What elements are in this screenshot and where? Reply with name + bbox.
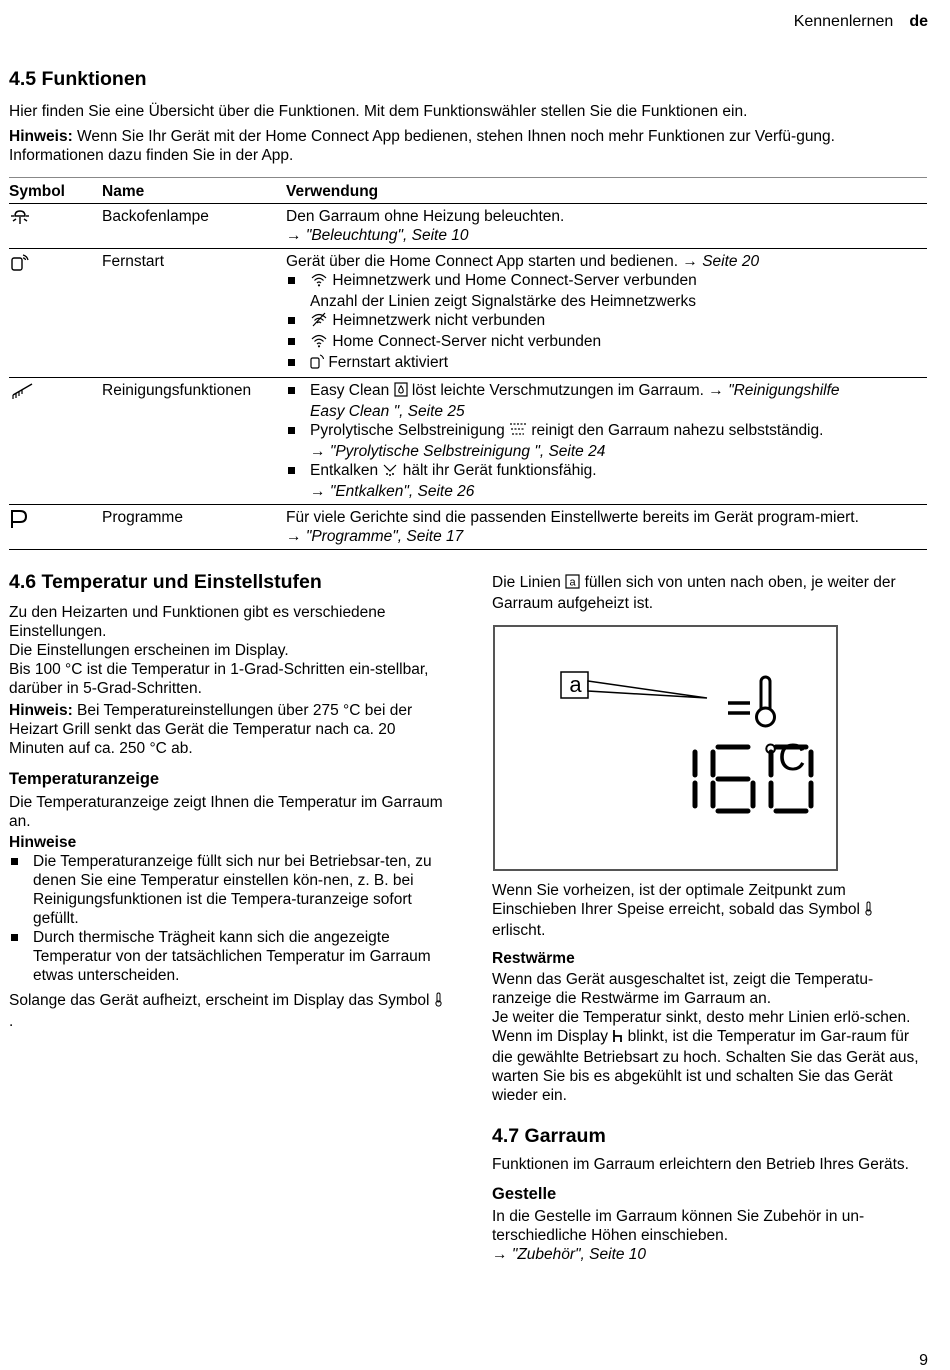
thermometer-icon — [434, 992, 443, 1012]
cross-reference-link[interactable]: → Seite 20 — [682, 253, 759, 270]
cross-reference-link[interactable]: → "Beleuchtung", Seite 10 — [286, 226, 927, 245]
wifi-icon — [310, 272, 328, 292]
list-item-note: Anzahl der Linien zeigt Signalstärke des Heimnetzwerks — [310, 293, 696, 310]
left-column — [9, 573, 445, 1031]
paragraph: In die Gestelle im Garraum können Sie Zubehör in un-terschiedliche Höhen einschieben. — [492, 1208, 865, 1244]
cleaning-list — [286, 381, 927, 501]
subsection-title: Gestelle — [492, 1185, 557, 1203]
row-name: Programme — [102, 509, 183, 526]
paragraph: Die Temperaturanzeige zeigt Ihnen die Temperatur im Garraum an. — [9, 794, 443, 830]
cleaning-icon — [9, 381, 102, 501]
list-item: Fernstart aktiviert — [286, 353, 927, 374]
table-row — [9, 203, 927, 248]
functions-table — [9, 177, 927, 550]
table-header-row — [9, 177, 927, 203]
descaling-icon — [382, 462, 398, 482]
col-usage: Verwendung — [286, 183, 379, 200]
cross-reference-link[interactable]: → "Entkalken", Seite 26 — [310, 483, 474, 500]
header-lang: de — [909, 13, 928, 30]
cross-reference-link[interactable]: → "Reinigungshilfe — [708, 382, 839, 399]
table-row — [9, 248, 927, 377]
paragraph: Funktionen im Garraum erleichtern den Betrieb Ihres Geräts. — [492, 1156, 909, 1173]
intro-paragraph: Hier finden Sie eine Übersicht über die Funktionen. Mit dem Funktionswähler stellen Sie die Funktionen ein. — [9, 103, 748, 120]
list-item: Die Temperaturanzeige füllt sich nur bei Betriebsar-ten, zu denen Sie eine Temperatur einstellen kön-nen, z. B. bei Reinigungsfunktionen ist die Tempera-turanzeige sofort gefüllt. — [9, 852, 445, 928]
page-number: 9 — [919, 1352, 928, 1369]
section-title-4-6: 4.6 Temperatur und Einstellstufen — [9, 571, 322, 593]
svg-text:a: a — [569, 576, 576, 589]
paragraph: Wenn Sie vorheizen, ist der optimale Zeitpunkt zum Einschieben Ihrer Speise erreicht, sobald das Symbol erlischt. — [492, 881, 928, 940]
remote-start-icon — [9, 252, 102, 374]
row-name: Fernstart — [102, 253, 165, 270]
paragraph: Die Einstellungen erscheinen im Display. — [9, 642, 289, 659]
hints-title: Hinweise — [9, 834, 77, 851]
thermometer-icon — [864, 901, 873, 921]
cross-reference-link[interactable]: → "Pyrolytische Selbstreinigung ", Seite 24 — [310, 443, 605, 460]
wifi-server-icon — [310, 333, 328, 353]
cross-reference-link[interactable]: → "Programme", Seite 17 — [286, 527, 927, 546]
cross-reference-cont[interactable]: Easy Clean ", Seite 25 — [310, 403, 465, 420]
paragraph: Die Linien a füllen sich von unten nach oben, je weiter der Garraum aufgeheizt ist. — [492, 574, 896, 612]
wifi-disconnected-icon — [310, 312, 328, 332]
hint-paragraph — [9, 127, 909, 165]
easy-clean-icon — [394, 382, 408, 402]
list-item: Heimnetzwerk und Home Connect-Server verbunden Anzahl der Linien zeigt Signalstärke des Heimnetzwerks — [286, 271, 927, 311]
table-row — [9, 377, 927, 504]
subsection-title: Temperaturanzeige — [9, 770, 160, 788]
hint-text: Wenn Sie Ihr Gerät mit der Home Connect App bedienen, stehen Ihnen noch mehr Funktionen zur Verfü-gung. Informationen dazu finden Sie in der App. — [9, 128, 835, 164]
col-symbol: Symbol — [9, 183, 65, 200]
temperature-display-illustration — [493, 625, 838, 871]
pyrolysis-icon — [509, 422, 527, 442]
col-name: Name — [102, 183, 145, 200]
row-text: Den Garraum ohne Heizung beleuchten. — [286, 208, 565, 225]
programs-icon — [9, 508, 102, 546]
status-list — [286, 271, 927, 374]
paragraph: Wenn das Gerät ausgeschaltet ist, zeigt die Temperatu-ranzeige die Restwärme im Garraum an. — [492, 971, 874, 1007]
cross-reference-link[interactable]: → "Zubehör", Seite 10 — [492, 1245, 928, 1264]
list-item: Home Connect-Server nicht verbunden — [286, 332, 927, 353]
list-item: Heimnetzwerk nicht verbunden — [286, 311, 927, 332]
thermometer-icon — [757, 677, 775, 726]
row-text: Für viele Gerichte sind die passenden Einstellwerte bereits im Gerät program-miert. — [286, 509, 859, 526]
paragraph: Zu den Heizarten und Funktionen gibt es verschiedene Einstellungen. — [9, 604, 386, 640]
header-section: Kennenlernen — [793, 13, 894, 30]
list-item: Entkalken hält ihr Gerät funktionsfähig. → "Entkalken", Seite 26 — [286, 461, 927, 501]
row-name: Backofenlampe — [102, 208, 209, 225]
display-label-a: a — [569, 672, 582, 697]
hint-label: Hinweis: — [9, 128, 73, 145]
hint-paragraph: Hinweis: Bei Temperatureinstellungen über 275 °C bei der Heizart Grill senkt das Gerät die Temperatur nach ca. 20 Minuten auf ca. 250 °C ab. — [9, 702, 413, 757]
paragraph: Je weiter die Temperatur sinkt, desto mehr Linien erlö-schen. — [492, 1009, 911, 1026]
table-row — [9, 504, 927, 550]
subsection-title: Restwärme — [492, 950, 575, 967]
section-title-4-5: 4.5 Funktionen — [9, 68, 147, 90]
list-item: Easy Clean löst leichte Verschmutzungen im Garraum. → "Reinigungshilfe Easy Clean ", Seite 25 — [286, 381, 927, 421]
running-header — [794, 12, 928, 31]
paragraph: Wenn im Display blinkt, ist die Temperatur im Gar-raum für die gewählte Betriebsart zu hoch. Schalten Sie das Gerät aus, warten Sie bis es abgekühlt ist und schalten Sie das Gerät wieder ein. — [492, 1028, 919, 1104]
list-item: Pyrolytische Selbstreinigung reinigt den Garraum nahezu selbstständig. → "Pyrolytische Selbstreinigung ", Seite 24 — [286, 421, 927, 461]
right-column — [492, 881, 928, 1264]
remote-start-icon — [310, 354, 324, 374]
list-item: Durch thermische Trägheit kann sich die angezeigte Temperatur von der tatsächlichen Temperatur im Garraum etwas unterscheiden. — [9, 928, 445, 985]
paragraph: Solange das Gerät aufheizt, erscheint im Display das Symbol . — [9, 991, 445, 1031]
row-name: Reinigungsfunktionen — [102, 382, 252, 399]
lines-a-icon — [565, 574, 580, 594]
display-unit: °C — [763, 737, 806, 779]
oven-lamp-icon — [9, 207, 102, 245]
row-text: Gerät über die Home Connect App starten und bedienen. — [286, 253, 679, 270]
paragraph: Bis 100 °C ist die Temperatur in 1-Grad-Schritten ein-stellbar, darüber in 5-Grad-Schritten. — [9, 661, 429, 697]
hot-h-icon — [612, 1029, 623, 1048]
hints-list — [9, 852, 445, 985]
hint-label: Hinweis: — [9, 702, 73, 719]
section-title-4-7: 4.7 Garraum — [492, 1125, 606, 1147]
